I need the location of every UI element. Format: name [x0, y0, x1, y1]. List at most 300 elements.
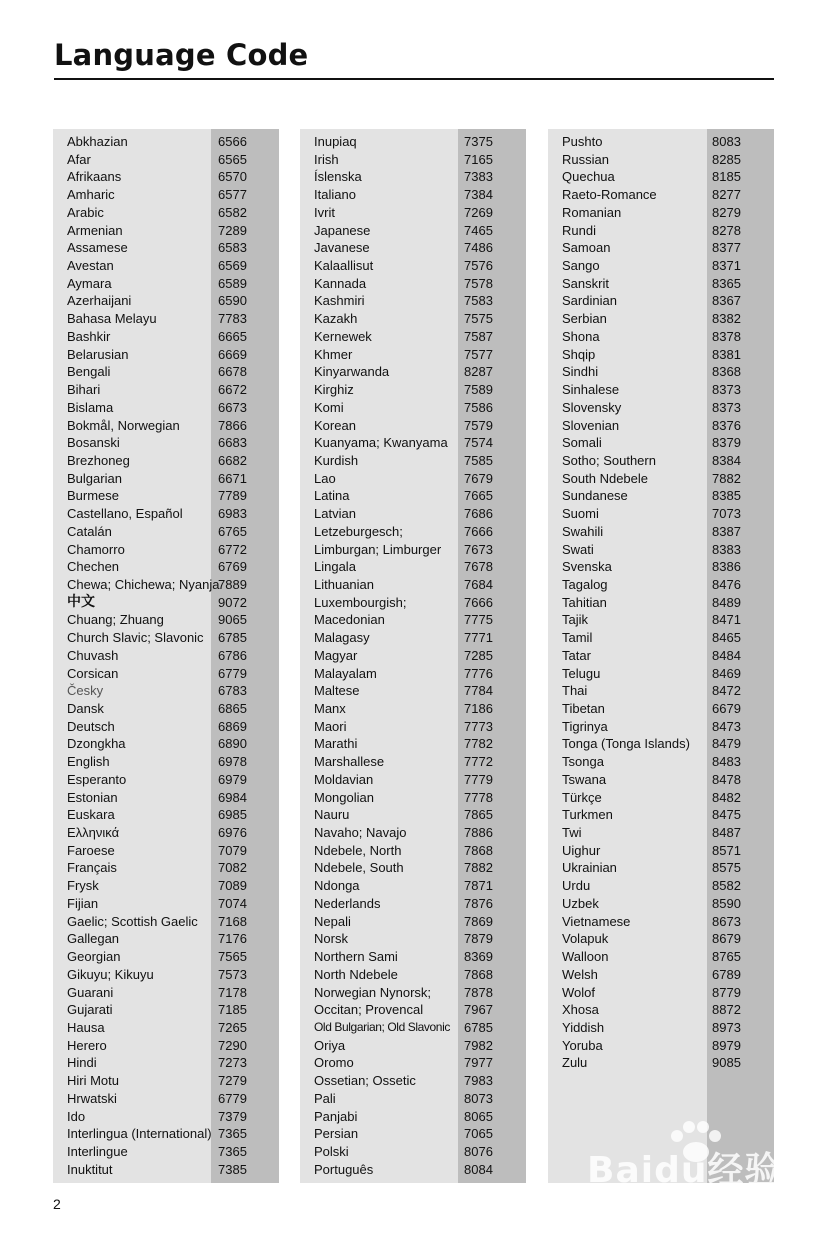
language-name: Inuktitut: [67, 1161, 113, 1177]
language-code: 8367: [712, 293, 741, 309]
language-row: [548, 505, 774, 523]
language-column-3: [548, 129, 774, 1183]
language-code: 7176: [218, 931, 247, 947]
language-name: Navaho; Navajo: [314, 825, 407, 841]
language-name: Bosanski: [67, 435, 120, 451]
language-row: [300, 682, 526, 700]
language-name: Malayalam: [314, 665, 377, 681]
language-name: Latina: [314, 488, 350, 504]
language-name: Ndebele, South: [314, 860, 404, 876]
language-row: [300, 735, 526, 753]
language-code: 7686: [464, 506, 493, 522]
language-code: 8383: [712, 541, 741, 557]
language-name: Ido: [67, 1108, 86, 1124]
language-row: [53, 434, 279, 452]
language-row: [300, 275, 526, 293]
language-name: Occitan; Provencal: [314, 1002, 424, 1018]
language-row: [548, 275, 774, 293]
language-name: Bahasa Melayu: [67, 311, 157, 327]
language-code: 8379: [712, 435, 741, 451]
language-row: [53, 222, 279, 240]
language-name: Limburgan; Limburger: [314, 541, 442, 557]
language-code: 7575: [464, 311, 493, 327]
language-row: [548, 895, 774, 913]
language-name: Maori: [314, 718, 347, 734]
language-code: 7871: [464, 878, 493, 894]
language-name: Chuvash: [67, 647, 119, 663]
language-code: 7168: [218, 913, 247, 929]
language-name: Français: [67, 860, 117, 876]
language-code: 7679: [464, 470, 493, 486]
language-name: Manx: [314, 701, 346, 716]
language-name: Magyar: [314, 647, 358, 663]
language-code: 8483: [712, 754, 741, 770]
language-code: 7586: [464, 399, 493, 415]
language-name: Herero: [67, 1037, 107, 1053]
language-row: [300, 966, 526, 984]
language-name: Ndebele, North: [314, 842, 402, 858]
language-row: [300, 452, 526, 470]
language-name: Sinhalese: [562, 382, 620, 398]
language-row: [53, 966, 279, 984]
language-name: Ndonga: [314, 878, 360, 894]
language-name: Marshallese: [314, 754, 385, 770]
language-row: [53, 399, 279, 417]
language-row: [300, 257, 526, 275]
language-name: Belarusian: [67, 346, 129, 362]
language-code: 7775: [464, 612, 493, 628]
language-row: [53, 292, 279, 310]
language-code: 8473: [712, 718, 741, 734]
language-name: Irish: [314, 151, 339, 167]
language-name: Sindhi: [562, 364, 599, 380]
language-row: [53, 133, 279, 151]
language-name: Thai: [562, 683, 588, 699]
language-name: Česky: [67, 683, 104, 699]
language-row: [53, 452, 279, 470]
language-name: Tsonga: [562, 754, 604, 770]
language-name: Khmer: [314, 346, 353, 362]
language-name: Corsican: [67, 665, 119, 681]
language-name: Serbian: [562, 311, 607, 327]
language-row: [300, 930, 526, 948]
language-list: [53, 133, 279, 1178]
language-code: 6679: [712, 701, 741, 716]
language-name: Luxembourgish;: [314, 594, 407, 610]
language-row: [53, 611, 279, 629]
language-name: Fijian: [67, 895, 99, 911]
language-code: 7967: [464, 1002, 493, 1018]
language-row: [300, 328, 526, 346]
language-row: [300, 1161, 526, 1179]
language-name: Tajik: [562, 612, 589, 628]
language-name: Hrwatski: [67, 1090, 117, 1106]
language-name: Javanese: [314, 240, 370, 256]
language-row: [300, 1108, 526, 1126]
language-row: [300, 168, 526, 186]
language-name: Gujarati: [67, 1002, 113, 1018]
language-name: Russian: [562, 151, 609, 167]
language-row: [548, 452, 774, 470]
language-name: Assamese: [67, 240, 128, 256]
language-code: 6976: [218, 825, 247, 841]
title-underline: [54, 78, 774, 80]
language-column-2: [300, 129, 526, 1183]
language-name: Twi: [562, 825, 582, 841]
language-code: 6565: [218, 151, 247, 167]
language-name: Hausa: [67, 1019, 105, 1035]
language-row: [548, 1054, 774, 1072]
language-name: Nauru: [314, 807, 350, 823]
language-name: Gaelic; Scottish Gaelic: [67, 913, 198, 929]
language-row: [300, 541, 526, 559]
language-row: [548, 257, 774, 275]
language-code: 8779: [712, 984, 741, 1000]
language-row: [548, 700, 774, 718]
language-name: Aymara: [67, 275, 112, 291]
language-name: Ukrainian: [562, 860, 617, 876]
language-code: 6786: [218, 647, 247, 663]
language-code: 7383: [464, 169, 493, 185]
language-row: [300, 381, 526, 399]
language-row: [300, 647, 526, 665]
language-name: Nederlands: [314, 895, 381, 911]
language-row: [300, 1001, 526, 1019]
language-code: 6985: [218, 807, 247, 823]
language-code: 8279: [712, 204, 741, 220]
language-code: 6979: [218, 771, 247, 787]
language-name: Bokmål, Norwegian: [67, 417, 180, 433]
language-code: 6683: [218, 435, 247, 451]
language-name: Swati: [562, 541, 594, 557]
language-code: 7889: [218, 576, 247, 592]
language-row: [53, 806, 279, 824]
language-code: 6772: [218, 541, 247, 557]
language-name: Gikuyu; Kikuyu: [67, 966, 154, 982]
language-name: Malagasy: [314, 630, 370, 646]
language-code: 6577: [218, 187, 247, 203]
language-code: 7868: [464, 842, 493, 858]
language-row: [548, 151, 774, 169]
language-name: Catalán: [67, 523, 112, 539]
language-name: Zulu: [562, 1055, 588, 1071]
language-name: Afrikaans: [67, 169, 122, 185]
language-name: Georgian: [67, 949, 121, 965]
language-name: Lingala: [314, 559, 356, 575]
language-column-1: [53, 129, 279, 1183]
language-name: Samoan: [562, 240, 611, 256]
language-name: Chuang; Zhuang: [67, 612, 164, 628]
language-code: 8371: [712, 258, 741, 274]
language-code: 7684: [464, 576, 493, 592]
language-code: 7771: [464, 630, 493, 646]
language-code: 8285: [712, 151, 741, 167]
language-code: 8278: [712, 222, 741, 238]
language-code: 8673: [712, 913, 741, 929]
language-name: Kalaallisut: [314, 258, 374, 274]
language-name: Chechen: [67, 559, 120, 575]
language-row: [53, 948, 279, 966]
language-code: 7574: [464, 435, 493, 451]
language-row: [300, 913, 526, 931]
language-row: [53, 877, 279, 895]
language-row: [300, 363, 526, 381]
language-code: 6673: [218, 399, 247, 415]
language-name: 中文: [67, 593, 95, 610]
language-row: [53, 594, 279, 612]
language-code: 8365: [712, 275, 741, 291]
language-row: [300, 1019, 526, 1037]
language-name: Polski: [314, 1143, 349, 1159]
language-name: Kuanyama; Kwanyama: [314, 435, 448, 451]
language-row: [53, 1108, 279, 1126]
language-row: [548, 186, 774, 204]
language-row: [300, 859, 526, 877]
language-name: Yiddish: [562, 1019, 605, 1035]
language-code: 7089: [218, 878, 247, 894]
language-name: Kannada: [314, 275, 367, 291]
language-code: 6785: [218, 630, 247, 646]
language-name: Arabic: [67, 204, 104, 220]
language-row: [548, 399, 774, 417]
language-row: [548, 735, 774, 753]
language-row: [548, 718, 774, 736]
language-row: [300, 1037, 526, 1055]
language-row: [548, 611, 774, 629]
language-code: 7869: [464, 913, 493, 929]
language-code: 8484: [712, 647, 741, 663]
language-row: [548, 806, 774, 824]
language-code: 7285: [464, 647, 493, 663]
language-code: 7773: [464, 718, 493, 734]
language-list: [548, 133, 774, 1072]
language-row: [548, 1001, 774, 1019]
language-code: 7384: [464, 187, 493, 203]
language-name: Pushto: [562, 134, 603, 149]
language-row: [300, 665, 526, 683]
language-name: Tahitian: [562, 594, 607, 610]
language-name: Brezhoneg: [67, 452, 130, 468]
language-code: 7977: [464, 1055, 493, 1071]
language-code: 7878: [464, 984, 493, 1000]
language-code: 7866: [218, 417, 247, 433]
language-row: [300, 948, 526, 966]
language-row: [548, 239, 774, 257]
language-code: 8487: [712, 825, 741, 841]
language-row: [53, 842, 279, 860]
language-row: [53, 1125, 279, 1143]
language-name: Armenian: [67, 222, 123, 238]
language-code: 8376: [712, 417, 741, 433]
language-code: 7375: [464, 134, 493, 149]
language-row: [548, 753, 774, 771]
language-name: Church Slavic; Slavonic: [67, 630, 204, 646]
language-row: [53, 859, 279, 877]
language-code: 8979: [712, 1037, 741, 1053]
language-row: [53, 576, 279, 594]
language-name: Gallegan: [67, 931, 120, 947]
language-row: [300, 611, 526, 629]
language-name: Suomi: [562, 506, 599, 522]
language-code: 6869: [218, 718, 247, 734]
language-code: 7665: [464, 488, 493, 504]
language-row: [53, 186, 279, 204]
language-name: Bihari: [67, 382, 101, 398]
language-row: [53, 168, 279, 186]
language-code: 8381: [712, 346, 741, 362]
language-code: 6785: [464, 1019, 493, 1035]
language-code: 7577: [464, 346, 493, 362]
language-row: [548, 168, 774, 186]
page-number: 2: [53, 1196, 61, 1212]
language-row: [300, 470, 526, 488]
language-code: 9085: [712, 1055, 741, 1071]
language-name: Somali: [562, 435, 602, 451]
language-code: 8465: [712, 630, 741, 646]
language-list: [300, 133, 526, 1178]
language-code: 6669: [218, 346, 247, 362]
language-name: Lithuanian: [314, 576, 374, 592]
language-code: 8469: [712, 665, 741, 681]
language-row: [53, 381, 279, 399]
language-code: 8679: [712, 931, 741, 947]
language-name: Slovenian: [562, 417, 620, 433]
language-row: [53, 151, 279, 169]
language-row: [548, 877, 774, 895]
language-row: [53, 1090, 279, 1108]
language-row: [300, 434, 526, 452]
language-name: Guarani: [67, 984, 114, 1000]
language-code: 7365: [218, 1126, 247, 1142]
language-name: Slovensky: [562, 399, 622, 415]
language-code: 7365: [218, 1143, 247, 1159]
language-row: [53, 541, 279, 559]
language-name: Vietnamese: [562, 913, 631, 929]
language-name: South Ndebele: [562, 470, 649, 486]
language-row: [53, 275, 279, 293]
language-name: Welsh: [562, 966, 598, 982]
language-code: 7565: [218, 949, 247, 965]
language-row: [300, 310, 526, 328]
language-row: [300, 222, 526, 240]
language-row: [548, 948, 774, 966]
language-name: Telugu: [562, 665, 601, 681]
language-row: [53, 310, 279, 328]
language-code: 6569: [218, 258, 247, 274]
language-row: [300, 629, 526, 647]
language-name: Esperanto: [67, 771, 127, 787]
language-code: 7269: [464, 204, 493, 220]
language-name: Nepali: [314, 913, 351, 929]
language-code: 7583: [464, 293, 493, 309]
language-code: 6765: [218, 523, 247, 539]
language-row: [548, 771, 774, 789]
language-name: Swahili: [562, 523, 604, 539]
language-name: Rundi: [562, 222, 596, 238]
language-code: 7082: [218, 860, 247, 876]
language-row: [53, 1019, 279, 1037]
language-code: 7983: [464, 1073, 493, 1089]
language-code: 7578: [464, 275, 493, 291]
language-name: Chamorro: [67, 541, 125, 557]
language-name: Uighur: [562, 842, 601, 858]
language-name: Ελληνικά: [67, 825, 120, 841]
language-row: [53, 487, 279, 505]
language-row: [53, 1161, 279, 1179]
language-name: Panjabi: [314, 1108, 358, 1124]
language-name: Urdu: [562, 878, 591, 894]
language-row: [548, 558, 774, 576]
language-code: 8386: [712, 559, 741, 575]
language-name: Letzeburgesch;: [314, 523, 403, 539]
language-name: Latvian: [314, 506, 356, 522]
language-row: [300, 789, 526, 807]
language-name: Sango: [562, 258, 600, 274]
language-name: Turkmen: [562, 807, 613, 823]
language-code: 8378: [712, 328, 741, 344]
language-name: Tibetan: [562, 701, 605, 716]
language-code: 8571: [712, 842, 741, 858]
language-row: [548, 1037, 774, 1055]
language-row: [300, 558, 526, 576]
language-row: [548, 434, 774, 452]
language-code: 8382: [712, 311, 741, 327]
language-name: Sardinian: [562, 293, 617, 309]
language-code: 7074: [218, 895, 247, 911]
language-code: 6671: [218, 470, 247, 486]
language-code: 8369: [464, 949, 493, 965]
language-name: Interlingue: [67, 1143, 128, 1159]
language-row: [53, 328, 279, 346]
language-row: [548, 204, 774, 222]
language-name: Tagalog: [562, 576, 608, 592]
language-row: [53, 665, 279, 683]
language-name: Tonga (Tonga Islands): [562, 736, 690, 752]
language-code: 8765: [712, 949, 741, 965]
language-row: [548, 682, 774, 700]
language-name: Yoruba: [562, 1037, 603, 1053]
language-row: [300, 417, 526, 435]
language-row: [53, 1143, 279, 1161]
language-row: [548, 133, 774, 151]
language-name: Pali: [314, 1090, 336, 1106]
language-row: [53, 700, 279, 718]
language-name: Azerhaijani: [67, 293, 132, 309]
language-code: 9072: [218, 594, 247, 610]
language-row: [300, 151, 526, 169]
language-row: [548, 310, 774, 328]
language-row: [548, 487, 774, 505]
language-name: Tigrinya: [562, 718, 608, 734]
language-code: 6779: [218, 665, 247, 681]
language-name: Romanian: [562, 204, 622, 220]
language-row: [548, 470, 774, 488]
language-row: [548, 363, 774, 381]
language-name: Castellano, Español: [67, 506, 183, 522]
language-code: 6566: [218, 134, 247, 149]
language-name: Inupiaq: [314, 134, 357, 149]
language-row: [300, 877, 526, 895]
language-row: [53, 346, 279, 364]
language-name: Oromo: [314, 1055, 354, 1071]
language-name: Macedonian: [314, 612, 385, 628]
language-code: 8475: [712, 807, 741, 823]
language-row: [548, 523, 774, 541]
language-row: [53, 1072, 279, 1090]
language-row: [53, 1037, 279, 1055]
language-row: [548, 1019, 774, 1037]
language-row: [548, 381, 774, 399]
